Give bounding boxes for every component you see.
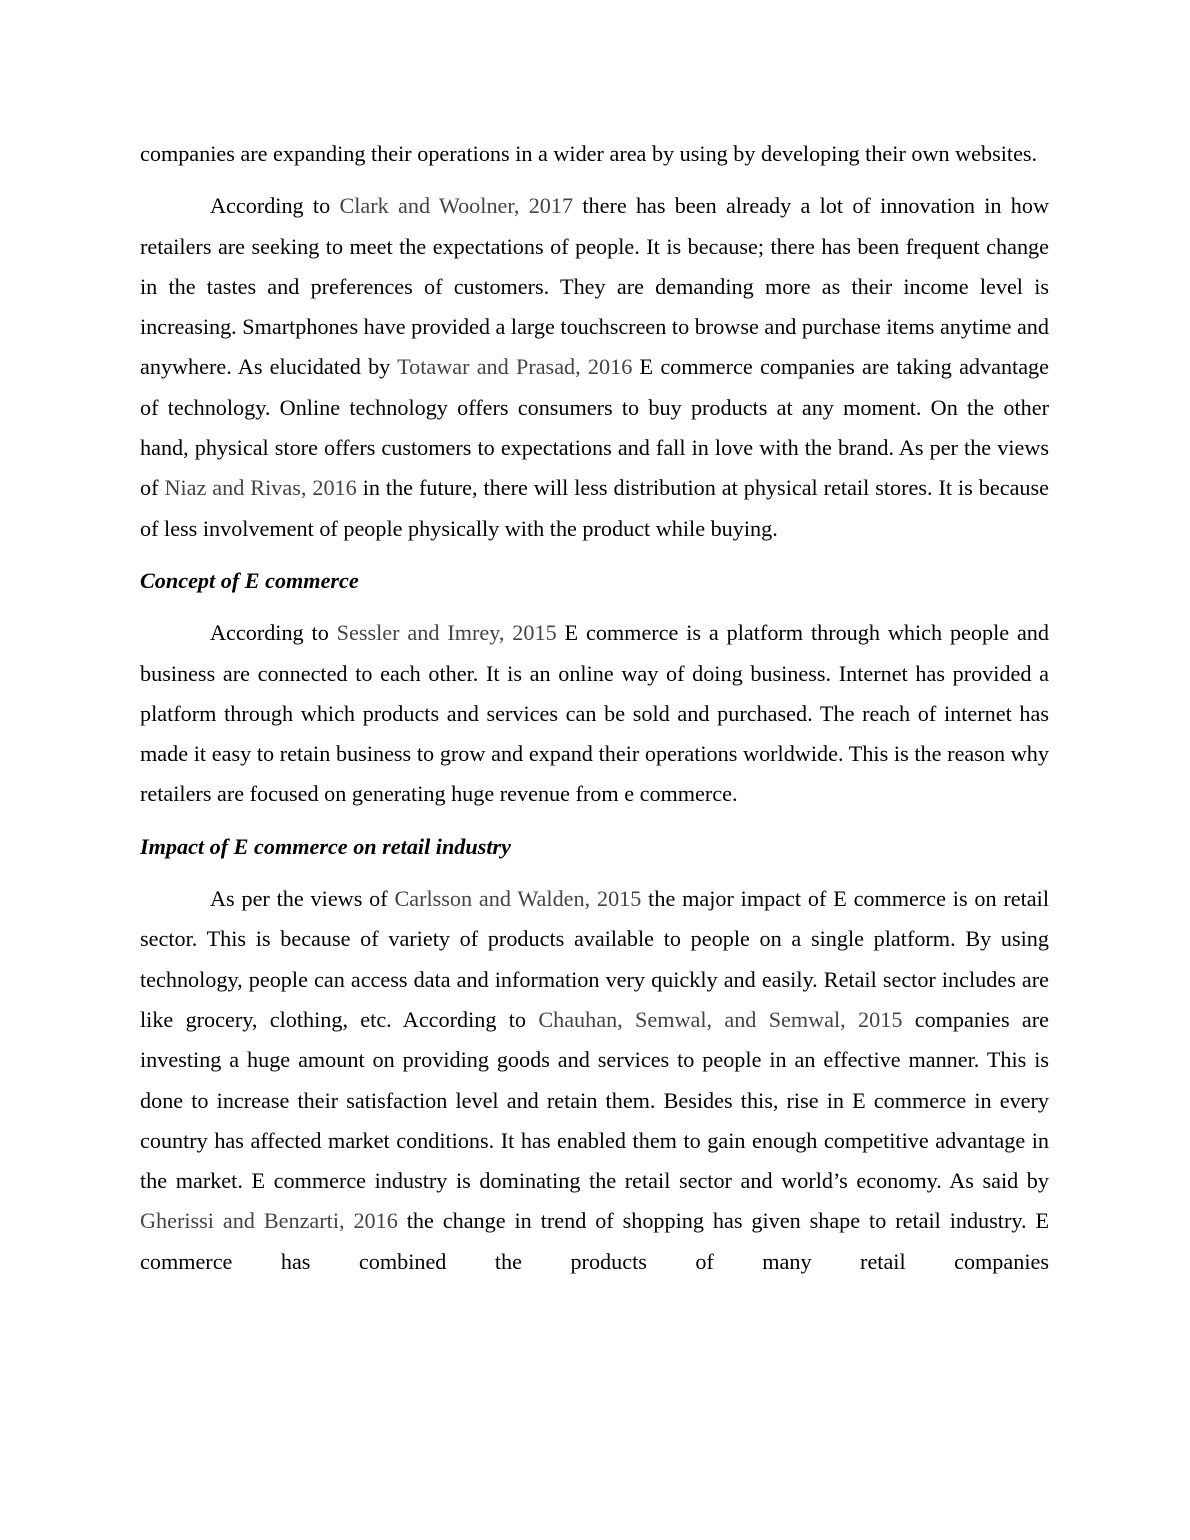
- paragraph-innovation: [140, 186, 1049, 549]
- citation-sessler-imrey: Sessler and Imrey, 2015: [336, 620, 557, 646]
- paragraph-text: According to: [210, 620, 337, 646]
- citation-totawar-prasad: Totawar and Prasad, 2016: [397, 354, 633, 380]
- paragraph-impact: [140, 879, 1049, 1282]
- paragraph-text: the major impact of E commerce is on retail sector. This is because of variety of products available to people on a single platform. By using technology, people can access data and information very quickly and easily. Retail sector includes are like grocery, clothing, etc. According to: [140, 886, 1049, 1032]
- citation-niaz-rivas: Niaz and Rivas, 2016: [164, 475, 357, 501]
- citation-chauhan-semwal: Chauhan, Semwal, and Semwal, 2015: [538, 1006, 903, 1032]
- paragraph-text: in the future, there will less distribution at physical retail stores. It is because of less involvement of people physically with the product while buying.: [140, 475, 1049, 541]
- paragraph-text: the change in trend of shopping has given shape to retail industry. E commerce has combined the products of many retail companies: [140, 1208, 1050, 1274]
- paragraph-text: companies are expanding their operations in a wider area by using by developing their own websites.: [140, 141, 1038, 166]
- section-heading-impact: Impact of E commerce on retail industry: [140, 833, 512, 859]
- citation-clark-woolner: Clark and Woolner, 2017: [339, 193, 574, 219]
- citation-gherissi-benzarti: Gherissi and Benzarti, 2016: [140, 1208, 398, 1234]
- paragraph-text: E commerce is a platform through which people and business are connected to each other. It is an online way of doing business. Internet has provided a platform through which products and services can be sold and purchased. The reach of internet has made it easy to retain business to grow and expand their operations worldwide. This is the reason why retailers are focused on generating huge revenue from e commerce.: [140, 620, 1049, 807]
- paragraph-text: there has been already a lot of innovation in how retailers are seeking to meet the expectations of people. It is because; there has been frequent change in the tastes and preferences of customers. They are demanding more as their income level is increasing. Smartphones have provided a large touchscreen to browse and purchase items anytime and anywhere. As elucidated by: [140, 193, 1049, 380]
- paragraph-text: According to: [210, 193, 340, 219]
- paragraph-text: E commerce companies are taking advantage of technology. Online technology offers consumers to buy products at any moment. On the other hand, physical store offers customers to expectations and fall in love with the brand. As per the views of: [140, 354, 1049, 501]
- paragraph-concept: [140, 613, 1049, 814]
- document-page: [140, 134, 1049, 1294]
- section-heading-concept: Concept of E commerce: [140, 567, 359, 593]
- paragraph-text: As per the views of: [210, 886, 395, 912]
- paragraph-text: companies are investing a huge amount on providing goods and services to people in an effective manner. This is done to increase their satisfaction level and retain them. Besides this, rise in E commerce in every country has affected market conditions. It has enabled them to gain enough competitive advantage in the market. E commerce industry is dominating the retail sector and world’s economy. As said by: [140, 1006, 1049, 1194]
- citation-carlsson-walden: Carlsson and Walden, 2015: [394, 886, 642, 912]
- paragraph-continuation: [140, 134, 1049, 174]
